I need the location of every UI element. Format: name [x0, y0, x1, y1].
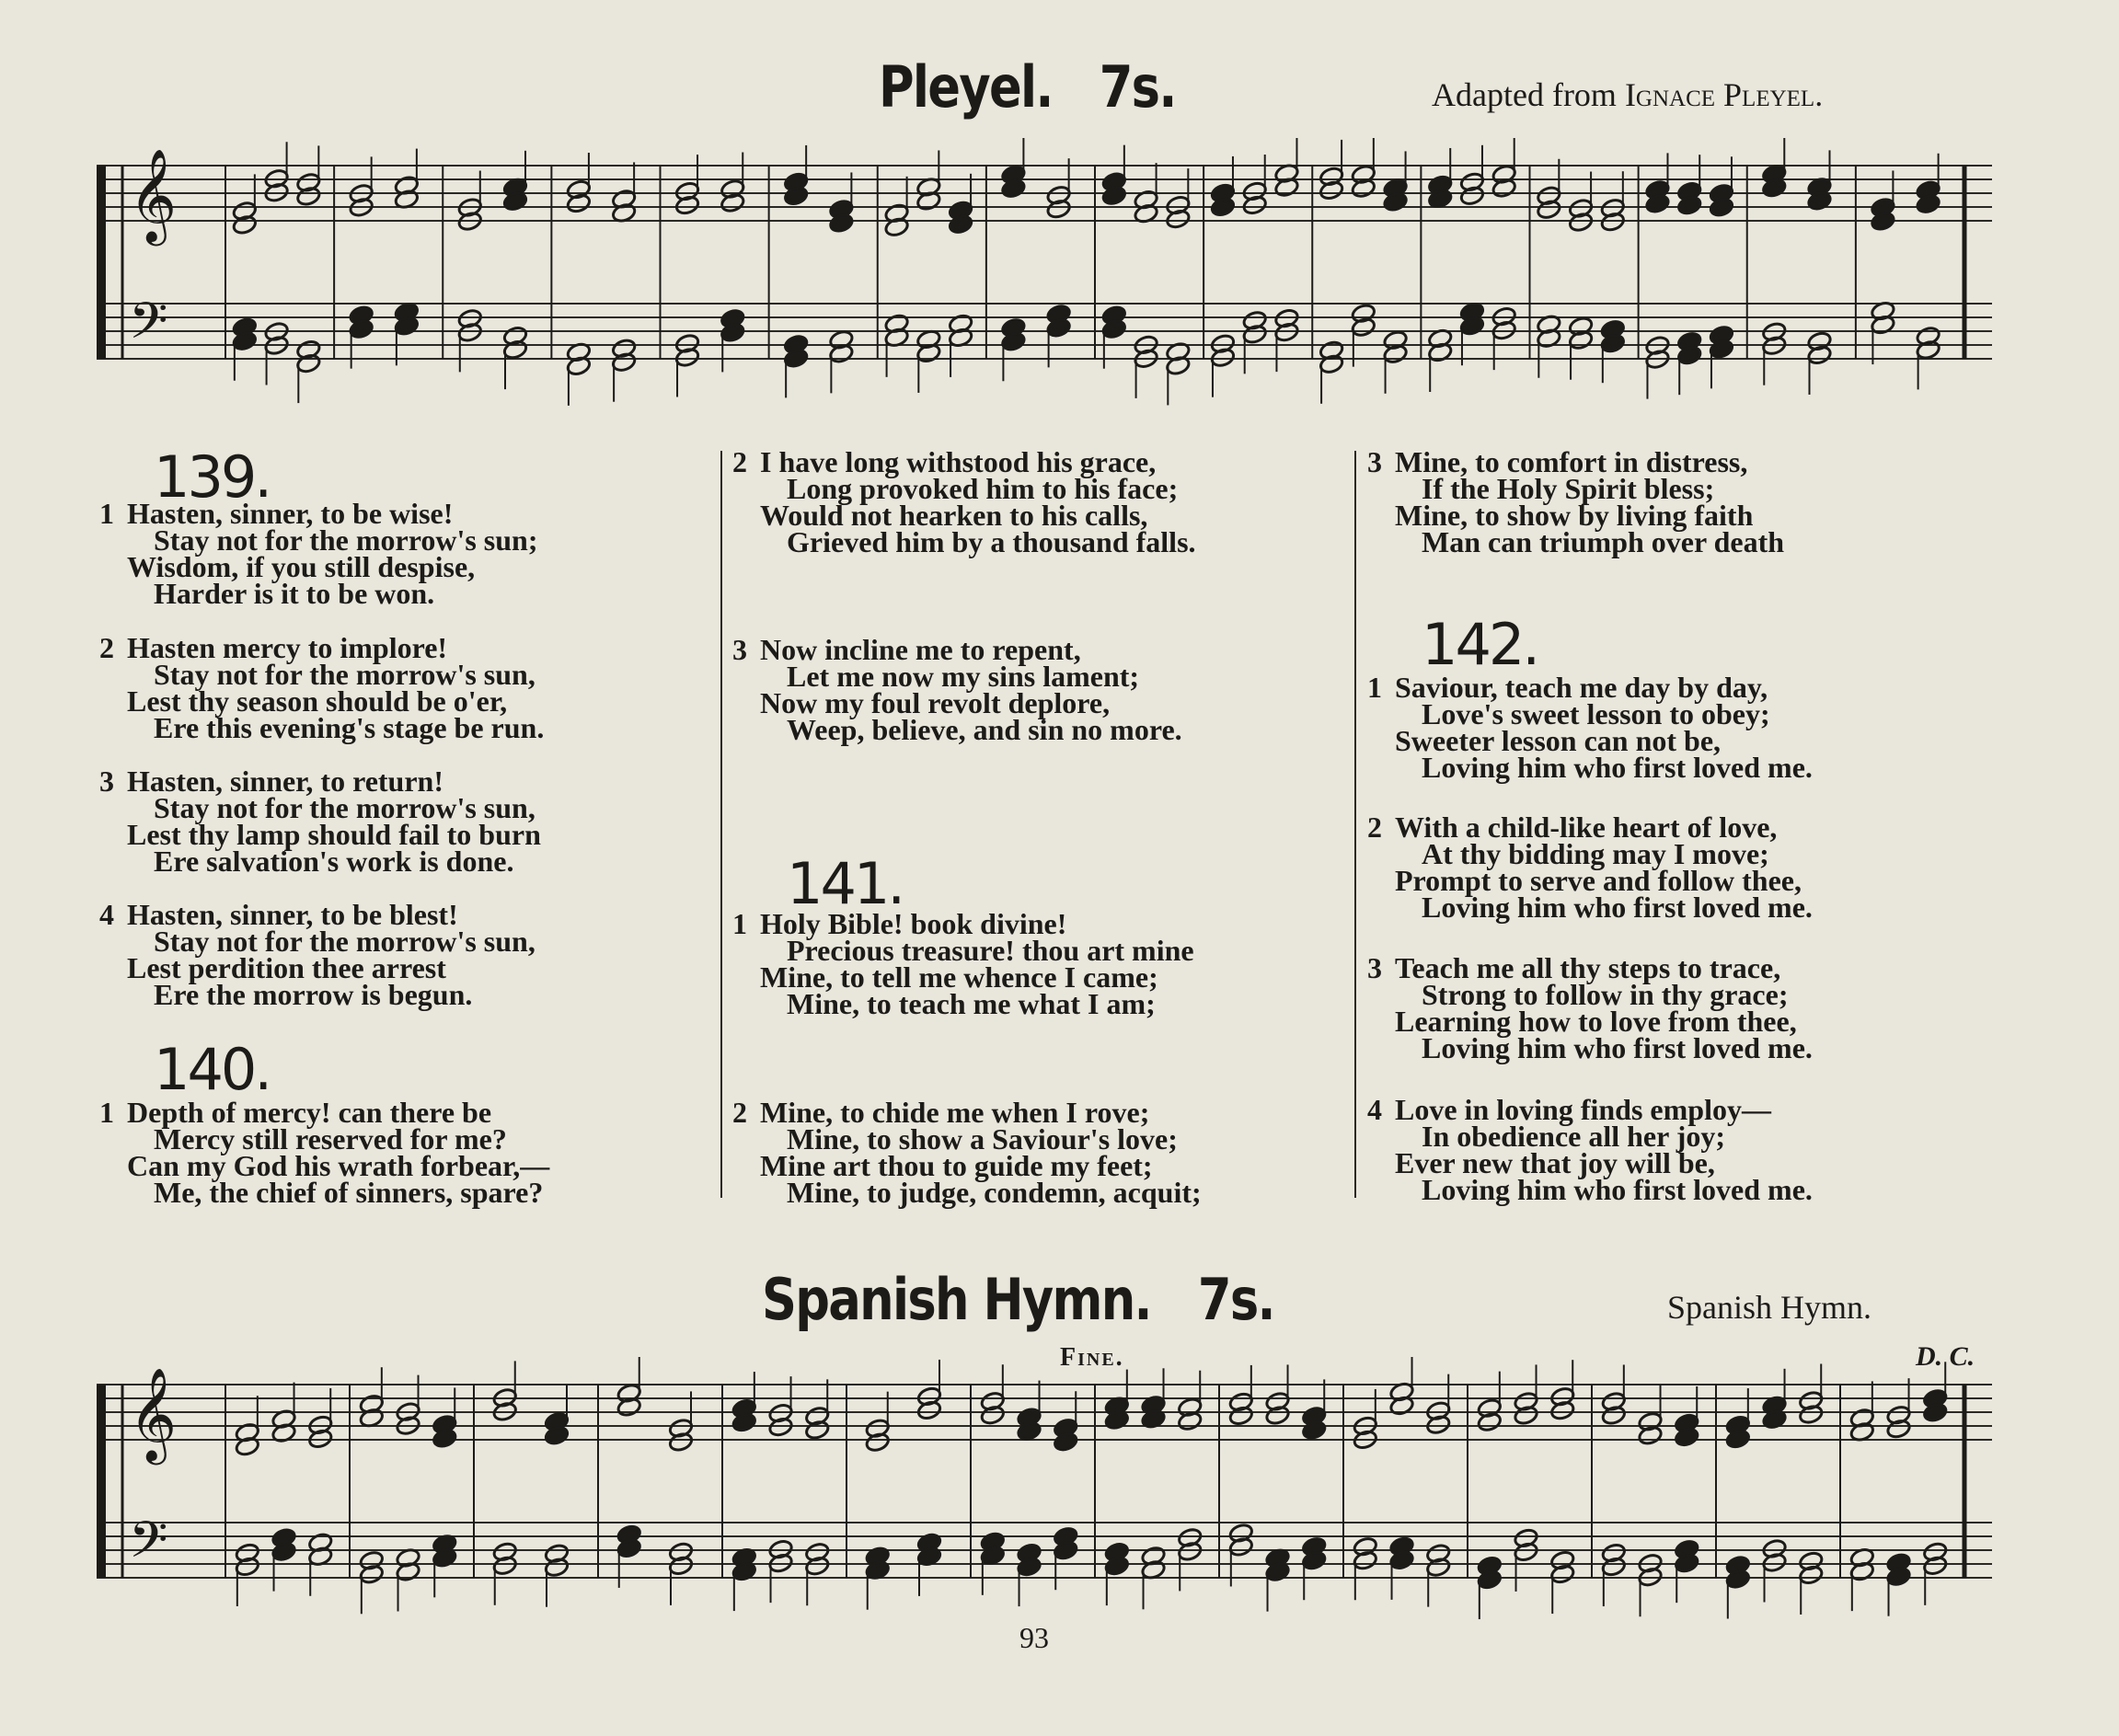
- lyric-line: I have long withstood his grace,: [760, 445, 1157, 478]
- lyric-line: Lest thy lamp should fail to burn: [127, 818, 541, 851]
- stanza-3: [1367, 445, 1785, 558]
- lyric-line: Stay not for the morrow's sun,: [154, 658, 536, 691]
- verse-number: 3: [99, 765, 114, 798]
- pleyel-score: [97, 138, 1992, 414]
- spanish-hymn-score: [97, 1357, 1992, 1633]
- verse-number: 3: [1367, 951, 1382, 984]
- lyric-line: Can my God his wrath forbear,—: [127, 1149, 550, 1182]
- stanza-1: [1367, 671, 1813, 784]
- lyric-line: Mine, to chide me when I rove;: [760, 1096, 1150, 1129]
- verse-number: 1: [732, 907, 747, 940]
- pleyel-notes: [232, 138, 1941, 406]
- lyric-line: Ever new that joy will be,: [1395, 1146, 1715, 1179]
- verse-number: 4: [1367, 1093, 1382, 1126]
- stanza-2: [99, 631, 545, 744]
- stanza-2: [732, 445, 1196, 558]
- verse-number: 2: [732, 1096, 747, 1129]
- stanza-3: [1367, 951, 1813, 1064]
- lyric-line: Now incline me to repent,: [760, 633, 1081, 666]
- verse-number: 2: [732, 445, 747, 478]
- spanish-notes: [235, 1357, 1948, 1619]
- verse-number: 1: [99, 497, 114, 530]
- pleyel-treble-clef-icon: 𝄞: [129, 147, 178, 242]
- lyric-line: Love's sweet lesson to obey;: [1422, 697, 1770, 730]
- lyric-line: Mine, to show by living faith: [1395, 499, 1754, 532]
- da-capo-mark: D. C.: [1916, 1341, 1975, 1372]
- column-rule-left: [720, 451, 722, 1198]
- lyric-line: Ere this evening's stage be run.: [154, 711, 545, 744]
- verse-number: 2: [99, 631, 114, 664]
- pleyel-bass-clef-icon: 𝄢: [129, 292, 168, 362]
- lyric-line: Mine, to judge, condemn, acquit;: [787, 1176, 1202, 1209]
- spanish-treble-clef-icon: 𝄞: [129, 1366, 178, 1461]
- top-tune-name: Pleyel.: [879, 53, 1053, 121]
- spanish-brace-bar: [97, 1385, 106, 1578]
- lyric-line: Stay not for the morrow's sun,: [154, 925, 536, 958]
- lyric-line: Lest perdition thee arrest: [127, 951, 446, 984]
- lyric-line: Loving him who first loved me.: [1422, 891, 1813, 924]
- lyric-line: With a child-like heart of love,: [1395, 811, 1778, 844]
- stanza-2: [1367, 811, 1813, 924]
- lyric-line: Depth of mercy! can there be: [127, 1096, 492, 1129]
- stanza-3: [99, 765, 541, 878]
- lyric-line: Would not hearken to his calls,: [760, 499, 1148, 532]
- stanza-1: [99, 1096, 550, 1209]
- lyric-line: Hasten, sinner, to be wise!: [127, 497, 454, 530]
- lyric-line: Harder is it to be won.: [154, 577, 435, 610]
- lyric-line: Prompt to serve and follow thee,: [1395, 864, 1802, 897]
- stanza-2: [732, 1096, 1202, 1209]
- lyric-line: Grieved him by a thousand falls.: [787, 525, 1196, 558]
- pleyel-brace-bar: [97, 166, 106, 359]
- lyric-line: Strong to follow in thy grace;: [1422, 978, 1789, 1011]
- lyric-line: Stay not for the morrow's sun;: [154, 523, 538, 557]
- lyric-line: Ere the morrow is begun.: [154, 978, 473, 1011]
- verse-number: 4: [99, 898, 114, 931]
- lyric-line: Stay not for the morrow's sun,: [154, 791, 536, 824]
- lyric-line: Teach me all thy steps to trace,: [1395, 951, 1781, 984]
- fine-mark: Fine.: [1060, 1343, 1124, 1372]
- bottom-tune-name: Spanish Hymn.: [762, 1266, 1151, 1333]
- lyric-line: Hasten, sinner, to return!: [127, 765, 443, 798]
- column-rule-right: [1354, 451, 1356, 1198]
- lyric-line: If the Holy Spirit bless;: [1422, 472, 1715, 505]
- top-tune-attribution: Adapted from Ignace Pleyel.: [1432, 76, 1824, 113]
- lyric-line: Ere salvation's work is done.: [154, 845, 514, 878]
- lyric-line: Me, the chief of sinners, spare?: [154, 1176, 544, 1209]
- lyric-line: Long provoked him to his face;: [787, 472, 1179, 505]
- verse-number: 3: [1367, 445, 1382, 478]
- bottom-tune-title: [762, 1266, 1274, 1333]
- stanza-4: [1367, 1093, 1813, 1206]
- lyric-line: Mine, to teach me what I am;: [787, 987, 1156, 1020]
- stanza-4: [99, 898, 536, 1011]
- lyric-line: Weep, believe, and sin no more.: [787, 713, 1182, 746]
- lyric-line: Let me now my sins lament;: [787, 660, 1140, 693]
- lyric-line: Hasten mercy to implore!: [127, 631, 448, 664]
- stanza-1: [99, 497, 538, 610]
- lyric-line: Loving him who first loved me.: [1422, 1173, 1813, 1206]
- lyric-line: Now my foul revolt deplore,: [760, 686, 1111, 719]
- lyric-line: At thy bidding may I move;: [1422, 837, 1769, 870]
- lyric-line: Man can triumph over death: [1422, 525, 1785, 558]
- lyric-line: Lest thy season should be o'er,: [127, 684, 508, 718]
- verse-number: 3: [732, 633, 747, 666]
- lyric-line: Holy Bible! book divine!: [760, 907, 1067, 940]
- bottom-tune-attribution: Spanish Hymn.: [1667, 1289, 1872, 1326]
- verse-number: 1: [99, 1096, 114, 1129]
- verse-number: 1: [1367, 671, 1382, 704]
- lyric-line: Mine, to show a Saviour's love;: [787, 1122, 1178, 1155]
- lyric-line: Learning how to love from thee,: [1395, 1005, 1797, 1038]
- bottom-tune-meter: 7s.: [1197, 1266, 1274, 1333]
- pleyel-staff-lines: [97, 166, 1992, 359]
- lyric-line: Loving him who first loved me.: [1422, 751, 1813, 784]
- lyric-line: Mine, to comfort in distress,: [1395, 445, 1748, 478]
- lyric-line: Precious treasure! thou art mine: [787, 934, 1194, 967]
- lyric-line: In obedience all her joy;: [1422, 1120, 1726, 1153]
- hymn-number-139: 139.: [154, 443, 271, 511]
- top-tune-meter: 7s.: [1099, 53, 1176, 121]
- spanish-bass-clef-icon: 𝄢: [129, 1511, 168, 1581]
- hymn-number-141: 141.: [787, 850, 904, 917]
- stanza-3: [732, 633, 1182, 746]
- stanza-1: [732, 907, 1194, 1020]
- lyric-line: Love in loving finds employ—: [1395, 1093, 1771, 1126]
- lyric-line: Sweeter lesson can not be,: [1395, 724, 1722, 757]
- verse-number: 2: [1367, 811, 1382, 844]
- lyric-line: Mine art thou to guide my feet;: [760, 1149, 1153, 1182]
- hymn-number-142: 142.: [1422, 611, 1538, 678]
- page-number: 93: [1019, 1621, 1049, 1654]
- lyric-line: Hasten, sinner, to be blest!: [127, 898, 458, 931]
- lyric-line: Mercy still reserved for me?: [154, 1122, 507, 1155]
- lyric-line: Wisdom, if you still despise,: [127, 550, 476, 583]
- lyric-line: Saviour, teach me day by day,: [1395, 671, 1768, 704]
- lyric-line: Loving him who first loved me.: [1422, 1031, 1813, 1064]
- top-tune-title: [879, 53, 1176, 121]
- lyric-line: Mine, to tell me whence I came;: [760, 960, 1158, 994]
- hymn-number-140: 140.: [154, 1036, 271, 1103]
